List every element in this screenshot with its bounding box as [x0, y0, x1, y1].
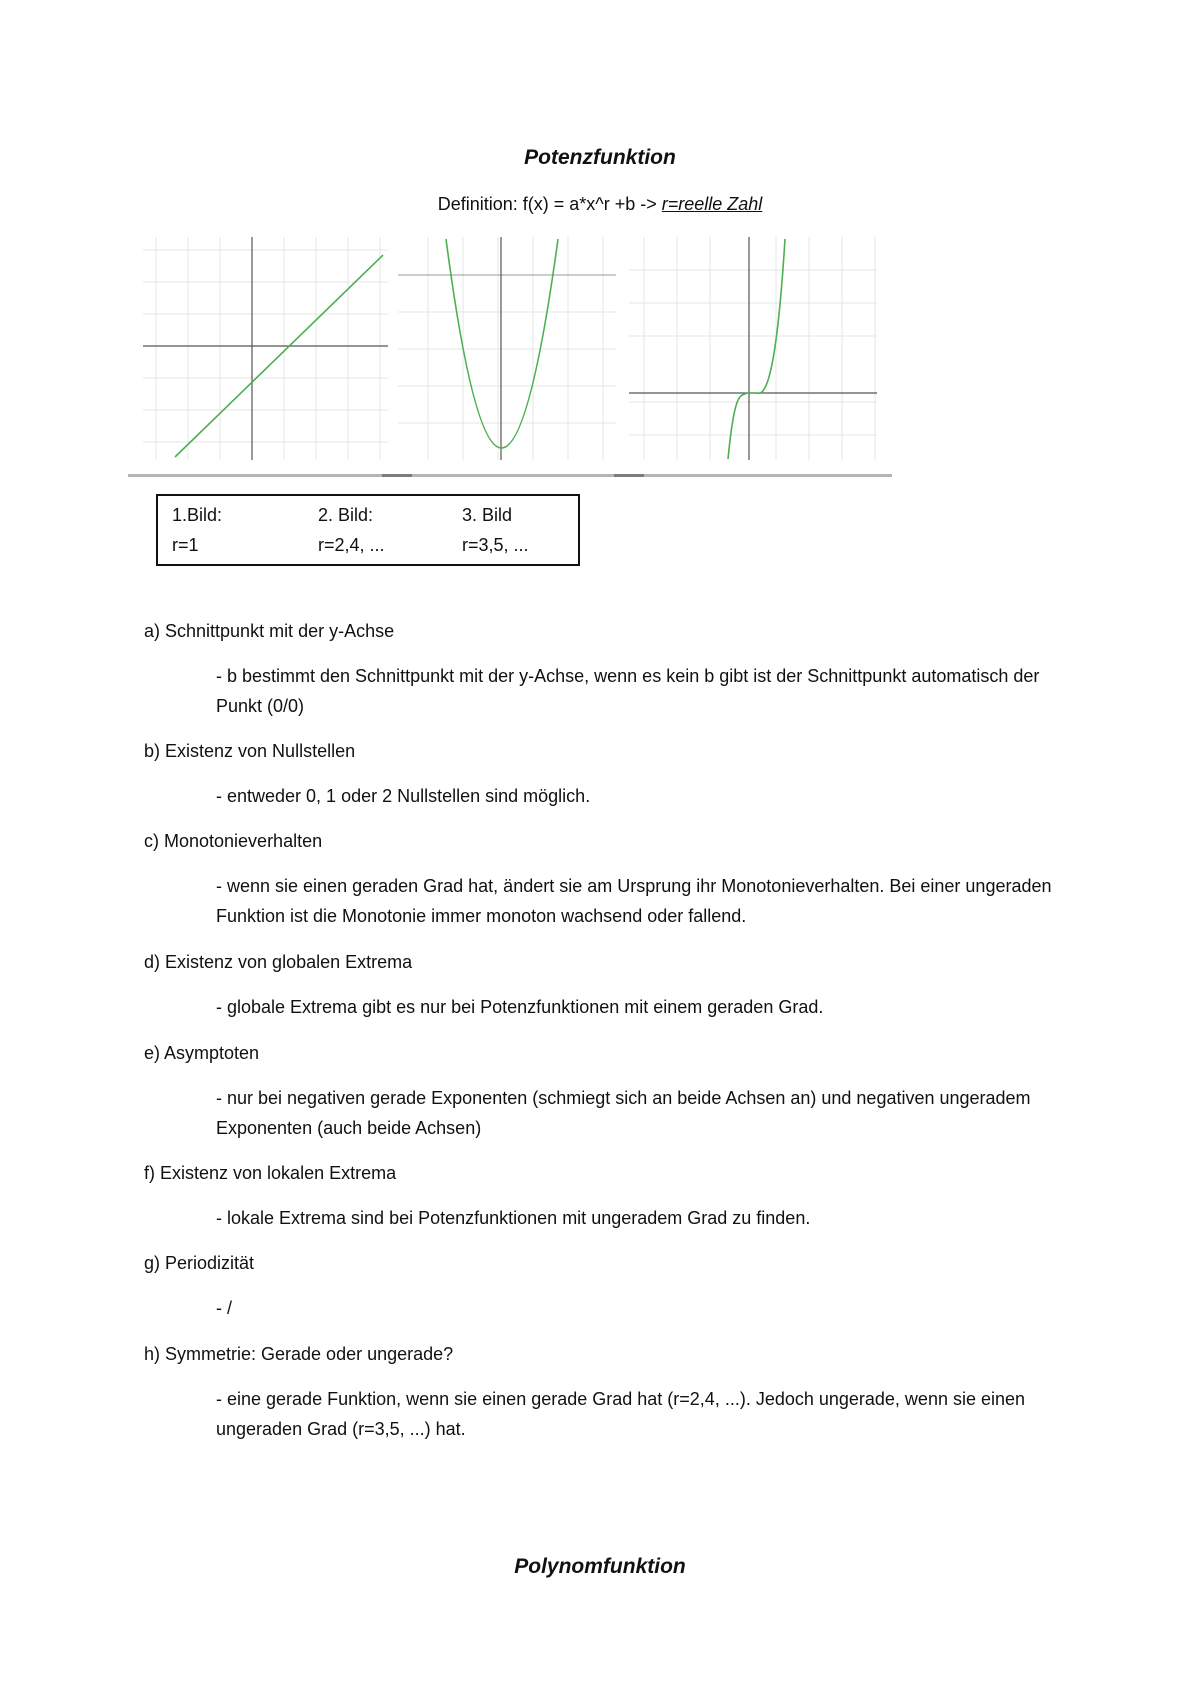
bild-1-value: r=1: [172, 535, 199, 555]
definition-line: [0, 194, 1200, 215]
graph-baseline: [128, 474, 892, 477]
graph-parabola-svg: [398, 237, 616, 460]
section-heading: e) Asymptoten: [144, 1043, 260, 1063]
section-body: - eine gerade Funktion, wenn sie einen gerade Grad hat (r=2,4, ...). Jedoch ungerade, wenn sie einen ungeraden Grad (r=3,5, ...) hat.: [216, 1389, 1026, 1439]
section-heading: c) Monotonieverhalten: [144, 831, 323, 851]
section-body: - wenn sie einen geraden Grad hat, ändert sie am Ursprung ihr Monotonieverhalten. Bei einer ungeraden Funktion ist die Monotonie immer monoton wachsend oder fallend.: [216, 876, 1052, 926]
graph-cubic: [629, 237, 877, 460]
section-d: [144, 947, 1084, 1022]
section-heading: h) Symmetrie: Gerade oder ungerade?: [144, 1344, 454, 1364]
section-heading: f) Existenz von lokalen Extrema: [144, 1163, 397, 1183]
bild-2-value: r=2,4, ...: [318, 535, 385, 555]
definition-note: r=reelle Zahl: [661, 194, 763, 214]
bild-3-header: 3. Bild: [462, 505, 513, 525]
graph-baseline-mark-1: [382, 474, 412, 477]
graph-linear-grid: [143, 237, 388, 460]
section-body: - nur bei negativen gerade Exponenten (schmiegt sich an beide Achsen an) und negativen ungeradem Exponenten (auch beide Achsen): [216, 1088, 1031, 1138]
section-c: [144, 826, 1084, 931]
section-a: [144, 616, 1084, 721]
graph-baseline-mark-2: [614, 474, 644, 477]
section-body: - globale Extrema gibt es nur bei Potenzfunktionen mit einem geraden Grad.: [216, 997, 824, 1017]
section-g: [144, 1248, 1084, 1323]
graph-linear-svg: [143, 237, 388, 460]
section-body: - /: [216, 1298, 232, 1318]
graph-parabola: [398, 237, 616, 460]
section-heading: g) Periodizität: [144, 1253, 255, 1273]
graph-linear: [143, 237, 388, 460]
bild-2-header: 2. Bild:: [318, 505, 374, 525]
section-body: - entweder 0, 1 oder 2 Nullstellen sind möglich.: [216, 786, 591, 806]
section-body: - lokale Extrema sind bei Potenzfunktionen mit ungeradem Grad zu finden.: [216, 1208, 811, 1228]
graph-cubic-svg: [629, 237, 877, 460]
bild-3-value: r=3,5, ...: [462, 535, 529, 555]
page-title: Potenzfunktion: [524, 146, 676, 169]
next-section-title: Polynomfunktion: [514, 1555, 686, 1578]
graph-parabola-grid: [398, 237, 616, 460]
section-heading: b) Existenz von Nullstellen: [144, 741, 356, 761]
graph-cubic-grid: [629, 237, 877, 460]
section-heading: d) Existenz von globalen Extrema: [144, 952, 413, 972]
section-b: [144, 736, 1084, 811]
definition-text: Definition: f(x) = a*x^r +b ->: [437, 194, 662, 214]
graph-linear-curve: [175, 255, 383, 457]
section-h: [144, 1339, 1084, 1444]
section-f: [144, 1158, 1084, 1233]
bild-1-header: 1.Bild:: [172, 505, 223, 525]
section-body: - b bestimmt den Schnittpunkt mit der y-Achse, wenn es kein b gibt ist der Schnittpunkt automatisch der Punkt (0/0): [216, 666, 1040, 716]
bild-table: [156, 494, 580, 566]
section-heading: a) Schnittpunkt mit der y-Achse: [144, 621, 395, 641]
section-e: [144, 1038, 1084, 1143]
